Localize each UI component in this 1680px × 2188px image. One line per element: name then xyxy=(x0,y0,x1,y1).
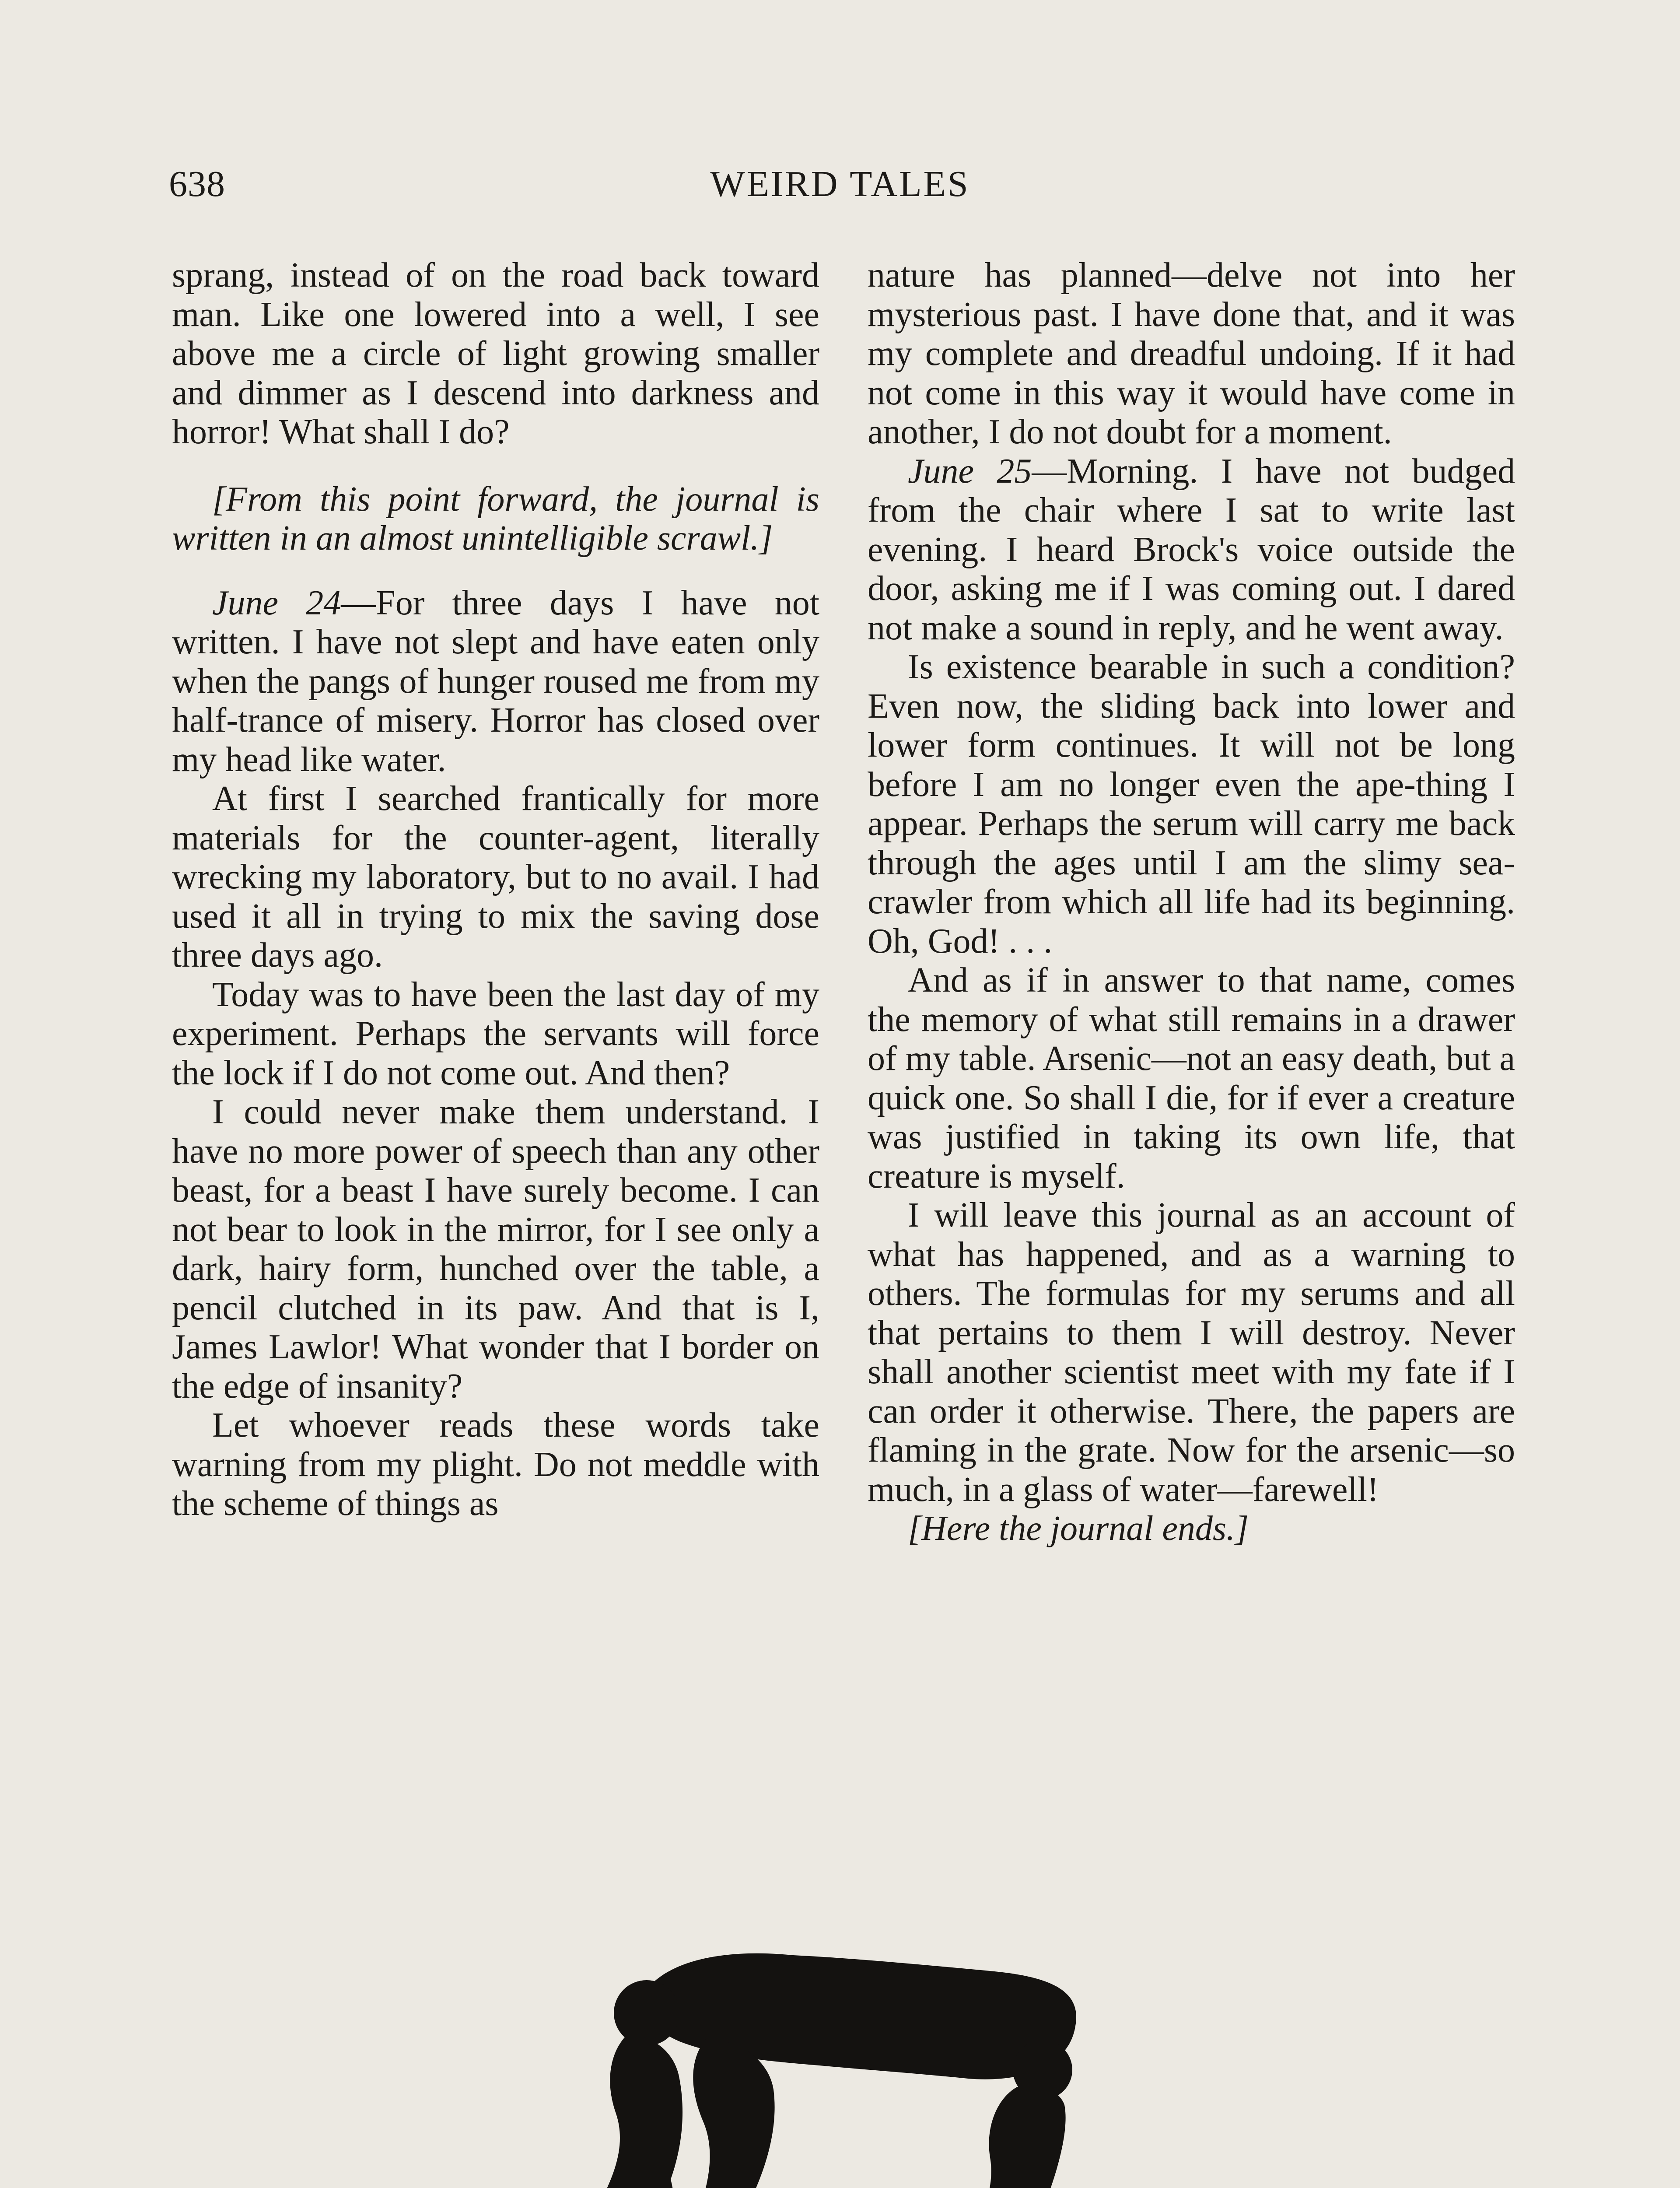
journal-entry xyxy=(172,584,819,780)
editorial-note: [From this point forward, the journal is written in an almost unintelligible scrawl.] xyxy=(172,480,819,558)
paragraph: And as if in answer to that name, comes the memory of what still remains in a drawer of my table. Arsenic—not an easy death, but a quick one. So shall I die, for if ever a creature was justified in taking its own life, that creature is myself. xyxy=(868,961,1515,1196)
figure-left xyxy=(555,2035,682,2188)
closing-note: [Here the journal ends.] xyxy=(908,1509,1249,1548)
journal-entry xyxy=(868,452,1515,648)
paragraph: I will leave this journal as an account of what has happened, and as a warning to others. The formulas for my serums and all that pertains to them I will destroy. Never shall another scientist meet with my fate if I can order it otherwise. There, the papers are flaming in the grate. Now for the arsenic—so much, in a glass of water—farewell! xyxy=(868,1196,1515,1509)
page-number: 638 xyxy=(169,164,225,204)
entry-text: —Morning. I have not budged from the chair where I sat to write last evening. I heard Brock's voice outside the door, asking me if I was coming out. I dared not make a sound in reply, and he went away. xyxy=(868,452,1516,647)
paragraph: nature has planned—delve not into her mysterious past. I have done that, and it was my complete and dreadful undoing. If it had not come in this way it would have come in another, I do not doubt for a moment. xyxy=(868,256,1515,451)
running-head: WEIRD TALES xyxy=(710,164,970,204)
entry-date: June 24 xyxy=(212,583,341,622)
paragraph: At first I searched frantically for more materials for the counter-agent, literally wrecking my laboratory, but to no avail. I had used it all in trying to mix the saving dose three days ago. xyxy=(172,779,819,975)
paragraph: Let whoever reads these words take warning from my plight. Do not meddle with the scheme of things as xyxy=(172,1406,819,1523)
paragraph: I could never make them understand. I have no more power of speech than any other beast, for a beast I have surely become. I can not bear to look in the mirror, for I see only a dark, hairy form, hunched over the table, a pencil clutched in its paw. And that is I, James Lawlor! What wonder that I border on the edge of insanity? xyxy=(172,1093,819,1406)
entry-text: —For three days I have not written. I have not slept and have eaten only when the pangs of hunger roused me from my half-trance of misery. Horror has closed over my head like water. xyxy=(172,583,820,779)
figure-head xyxy=(614,1980,679,2046)
right-column xyxy=(868,256,1515,1549)
silhouette-illustration xyxy=(172,1895,1517,2188)
figure-right xyxy=(946,2086,1084,2188)
paragraph: Is existence bearable in such a condition? Even now, the sliding back into lower and lower form continues. It will not be long before I am no longer even the ape-thing I appear. Perhaps the serum will carry me back through the ages until I am the slimy sea-crawler from which all life had its beginning. Oh, God! . . . xyxy=(868,648,1515,961)
left-column xyxy=(172,256,819,1524)
entry-date: June 25 xyxy=(908,452,1032,491)
paragraph: sprang, instead of on the road back toward man. Like one lowered into a well, I see above me a circle of light growing smaller and dimmer as I descend into darkness and horror! What shall I do? xyxy=(172,256,819,451)
paragraph: Today was to have been the last day of my experiment. Perhaps the servants will force the lock if I do not come out. And then? xyxy=(172,975,819,1092)
